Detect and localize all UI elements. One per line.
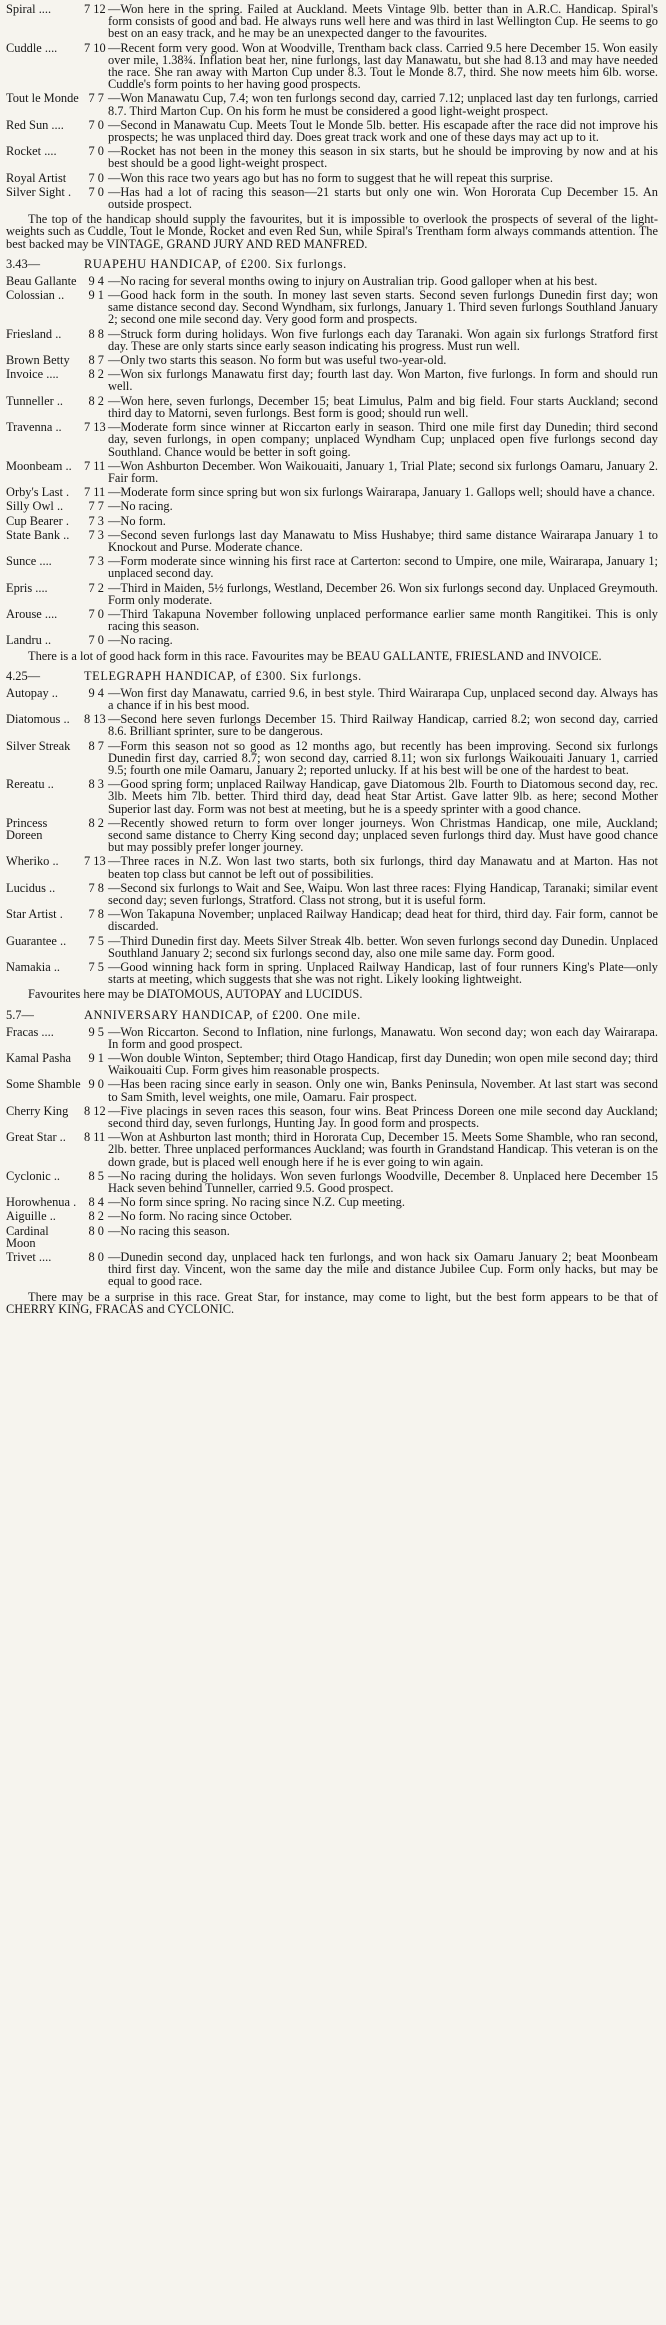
section-summary: The top of the handicap should supply the favourites, but it is impossible to overlook the prospects of several of the light-weights such as Cuddle, Tout le Monde, Rocket and even Red Sun, while Spiral's Trentham form always commands attention. The best backed may be VINTAGE, GRAND JURY AND RED MANFRED. <box>6 212 658 251</box>
horse-name: Fracas .... <box>6 1024 54 1039</box>
horse-weight: 9 4 <box>88 685 104 700</box>
horse-name: Beau Gallante <box>6 273 77 288</box>
horse-weight: 8 2 <box>88 393 104 408</box>
horse-entry <box>6 486 658 498</box>
horse-entry <box>6 740 658 777</box>
race-section-0 <box>6 3 658 250</box>
horse-weight: 7 0 <box>88 606 104 621</box>
horse-entry <box>6 817 658 854</box>
horse-name: Friesland .. <box>6 326 62 341</box>
race-section-2 <box>6 670 658 1001</box>
horse-weight: 8 4 <box>88 1195 104 1210</box>
horse-weight: 7 8 <box>88 907 104 922</box>
horse-comment: —Third Takapuna November following unplaced performance earlier same month Rangitikei. This is only racing this season. <box>108 606 658 634</box>
horse-entry <box>6 1052 658 1076</box>
horse-comment: —No form. <box>108 513 166 528</box>
race-section-3 <box>6 1009 658 1315</box>
horse-weight: 7 3 <box>88 554 104 569</box>
horse-comment: —Won first day Manawatu, carried 9.6, in best style. Third Wairarapa Cup, unplaced second day. Always has a chance if in his best mood. <box>108 685 658 712</box>
horse-name: Colossian .. <box>6 288 65 303</box>
horse-weight: 7 0 <box>88 117 104 132</box>
horse-weight: 9 0 <box>88 1077 104 1092</box>
horse-entry <box>6 1026 658 1050</box>
horse-comment: —No racing for several months owing to injury on Australian trip. Good galloper when at his best. <box>108 273 598 288</box>
horse-weight: 7 8 <box>88 880 104 895</box>
horse-name: Silver Sight . <box>6 184 72 199</box>
horse-comment: —Won at Ashburton last month; third in Hororata Cup, December 15. Meets Some Shamble, who ran second, 2lb. better. Three unplaced performances Auckland; was fourth in Grandstand Handicap. This veteran is on the down grade, but is placed well enough here if he is ever going to win again. <box>108 1130 658 1169</box>
horse-weight: 7 11 <box>84 458 106 473</box>
horse-name: Cardinal Moon <box>6 1223 49 1250</box>
horse-name: Sunce .... <box>6 554 52 569</box>
horse-weight: 9 5 <box>88 1024 104 1039</box>
race-section-1 <box>6 258 658 662</box>
section-summary: There may be a surprise in this race. Great Star, for instance, may come to light, but the best form appears to be that of CHERRY KING, FRACAS and CYCLONIC. <box>6 1289 658 1316</box>
horse-name: Red Sun .... <box>6 117 64 132</box>
horse-name: Moonbeam .. <box>6 458 72 473</box>
horse-comment: —Won six furlongs Manawatu first day; fourth last day. Won Marton, five furlongs. In form and should run well. <box>108 367 658 394</box>
horse-entry <box>6 186 658 210</box>
horse-entry <box>6 92 658 116</box>
horse-entry <box>6 275 658 287</box>
horse-entry <box>6 1170 658 1194</box>
horse-entry <box>6 3 658 40</box>
horse-entry <box>6 515 658 527</box>
race-title: ANNIVERSARY HANDICAP, of £200. One mile. <box>84 1007 361 1022</box>
horse-entry <box>6 421 658 458</box>
horse-entry <box>6 1105 658 1129</box>
horse-comment: —Second six furlongs to Wait and See, Waipu. Won last three races: Flying Handicap, Taranaki; similar event second day; seven furlongs, Stratford. Class not strong, but it is useful form. <box>108 880 658 907</box>
horse-comment: —Moderate form since winner at Riccarton early in season. Third one mile first day Dunedin; third second day, seven furlongs, in open company; unplaced Wyndham Cup; unplaced open five furlongs second day Southland. Chance would be better in soft going. <box>108 420 658 459</box>
race-header <box>6 670 658 683</box>
horse-comment: —Three races in N.Z. Won last two starts, both six furlongs, third day Manawatu and at Marton. Has not beaten top class but cannot be left out of possibilities. <box>108 854 658 881</box>
horse-entry <box>6 908 658 932</box>
horse-comment: —Third in Maiden, 5½ furlongs, Westland, December 26. Won six furlongs second day. Unplaced Greymouth. Form only moderate. <box>108 580 658 607</box>
horse-comment: —No form. No racing since October. <box>108 1209 293 1224</box>
horse-weight: 7 0 <box>88 633 104 648</box>
horse-comment: —No form since spring. No racing since N.Z. Cup meeting. <box>108 1195 405 1210</box>
horse-weight: 7 2 <box>88 580 104 595</box>
horse-comment: —Second seven furlongs last day Manawatu to Miss Hushabye; third same distance Wairarapa January 1 to Knockout and Purse. Moderate chance. <box>108 527 658 554</box>
horse-entry <box>6 687 658 711</box>
horse-name: Epris .... <box>6 580 48 595</box>
horse-name: Trivet .... <box>6 1250 52 1265</box>
horse-weight: 7 7 <box>88 91 104 106</box>
horse-name: Cyclonic .. <box>6 1168 61 1183</box>
horse-weight: 8 8 <box>88 326 104 341</box>
horse-weight: 7 0 <box>88 144 104 159</box>
horse-entry <box>6 1210 658 1222</box>
horse-weight: 8 11 <box>84 1130 106 1145</box>
race-time: 4.25— <box>6 668 41 683</box>
horse-entry <box>6 1196 658 1208</box>
horse-entry <box>6 1131 658 1168</box>
horse-comment: —No racing. <box>108 499 173 514</box>
horse-comment: —Recently showed return to form over longer journeys. Won Christmas Handicap, one mile, Auckland; second same distance to Cherry King second day; unplaced seven furlongs third day. Must have good chance but may possibly prefer longer journey. <box>108 815 658 855</box>
horse-comment: —Five placings in seven races this season, four wins. Beat Princess Doreen one mile second day Auckland; second third day, seven furlongs, Hunting Jay. In good form and prospects. <box>108 1103 658 1131</box>
horse-weight: 9 1 <box>88 288 104 303</box>
horse-weight: 7 12 <box>84 2 106 16</box>
horse-name: State Bank .. <box>6 527 70 542</box>
horse-entry <box>6 328 658 352</box>
horse-comment: —Good hack form in the south. In money last seven starts. Second seven furlongs Dunedin first day; won same distance second day. Second Wyndham, six furlongs, January 1. Third seven furlongs Southland January 2; second one mile second day. Very good form and prospects. <box>108 288 658 327</box>
horse-name: Arouse .... <box>6 606 58 621</box>
horse-entry <box>6 582 658 606</box>
horse-entry <box>6 778 658 815</box>
horse-name: Travenna .. <box>6 420 62 435</box>
horse-name: Cherry King <box>6 1103 69 1118</box>
horse-weight: 7 10 <box>84 40 106 55</box>
horse-comment: —Form this season not so good as 12 months ago, but recently has been improving. Second six furlongs Dunedin first day, carried 8.7; won second day, carried 8.11; won six furlongs Waikouaiti January 1, carried 9.5; fourth one mile Oamaru, January 2; reported unlucky. If at his best will be one of the hardest to beat. <box>108 738 658 777</box>
horse-name: Rocket .... <box>6 144 57 159</box>
horse-weight: 8 13 <box>84 712 106 727</box>
horse-name: Orby's Last . <box>6 485 70 500</box>
horse-weight: 8 3 <box>88 777 104 792</box>
horse-name: Cuddle .... <box>6 40 58 55</box>
horse-name: Rereatu .. <box>6 777 54 792</box>
section-summary: Favourites here may be DIATOMOUS, AUTOPAY and LUCIDUS. <box>28 987 363 1002</box>
horse-entry <box>6 145 658 169</box>
horse-weight: 7 13 <box>84 854 106 869</box>
horse-entry <box>6 634 658 646</box>
horse-comment: —Has had a lot of racing this season—21 starts but only one win. Won Hororata Cup December 15. An outside prospect. <box>108 184 658 212</box>
horse-name: Silver Streak <box>6 738 71 753</box>
horse-comment: —Second here seven furlongs December 15. Third Railway Handicap, carried 8.2; won second day, carried 8.6. Brilliant sprinter, sure to be dangerous. <box>108 712 658 739</box>
horse-weight: 7 11 <box>84 485 106 500</box>
horse-name: Autopay .. <box>6 685 58 700</box>
horse-comment: —No racing during the holidays. Won seven furlongs Woodville, December 8. Unplaced here December 15 Hack seven behind Tunneller, carried 9.5. Good prospect. <box>108 1168 658 1196</box>
race-header <box>6 1009 658 1022</box>
horse-entry <box>6 1251 658 1288</box>
horse-weight: 7 0 <box>88 184 104 199</box>
horse-name: Aiguille .. <box>6 1209 56 1224</box>
horse-weight: 7 0 <box>88 170 104 185</box>
horse-comment: —Won double Winton, September; third Otago Handicap, first day Dunedin; won open mile second day; third Waikouaiti Cup. Form gives him reasonable prospects. <box>108 1051 658 1078</box>
horse-entry <box>6 354 658 366</box>
horse-comment: —Won Riccarton. Second to Inflation, nine furlongs, Manawatu. Won second day; won each day Wairarapa. In form and good prospect. <box>108 1024 658 1051</box>
horse-name: Royal Artist <box>6 170 67 185</box>
horse-name: Cup Bearer . <box>6 513 69 528</box>
horse-entry <box>6 529 658 553</box>
horse-name: Guarantee .. <box>6 933 67 948</box>
horse-weight: 9 4 <box>88 273 104 288</box>
horse-name: Some Shamble <box>6 1077 81 1092</box>
horse-weight: 8 0 <box>88 1250 104 1265</box>
section-summary: There is a lot of good hack form in this race. Favourites may be BEAU GALLANTE, FRIESLAND and INVOICE. <box>28 648 602 663</box>
horse-name: Horowhenua . <box>6 1195 77 1210</box>
horse-weight: 7 3 <box>88 513 104 528</box>
horse-weight: 7 5 <box>88 933 104 948</box>
horse-comment: —Won this race two years ago but has no form to suggest that he will repeat this surprise. <box>108 170 553 185</box>
horse-weight: 8 7 <box>88 738 104 753</box>
horse-comment: —Has been racing since early in season. Only one win, Banks Peninsula, November. At last start was second to Sam Smith, level weights, one mile, Oamaru. Fair prospect. <box>108 1077 658 1104</box>
horse-weight: 7 7 <box>88 499 104 514</box>
horse-entry <box>6 882 658 906</box>
horse-entry <box>6 289 658 326</box>
race-header <box>6 258 658 271</box>
horse-entry <box>6 935 658 959</box>
horse-name: Tout le Monde <box>6 91 79 106</box>
horse-entry <box>6 855 658 879</box>
horse-entry <box>6 1078 658 1102</box>
horse-name: Tunneller .. <box>6 393 64 408</box>
horse-name: Wheriko .. <box>6 854 59 869</box>
horse-comment: —Form moderate since winning his first race at Carterton: second to Umpire, one mile, Wairarapa, January 1; unplaced second day. <box>108 554 658 581</box>
horse-name: Princess Doreen <box>6 815 48 842</box>
horse-comment: —Won Takapuna November; unplaced Railway Handicap; dead heat for third, third day. Fair form, cannot be discarded. <box>108 907 658 934</box>
horse-name: Landru .. <box>6 633 52 648</box>
horse-comment: —Won here in the spring. Failed at Auckland. Meets Vintage 9lb. better than in A.R.C. Handicap. Spiral's form consists of good and bad. He always runs well here and was third in last Wellington Cup. He seems to go best on an easy track, and he may be an unexpected danger to the favourites. <box>108 2 658 41</box>
horse-entry <box>6 713 658 737</box>
horse-comment: —Moderate form since spring but won six furlongs Wairarapa, January 1. Gallops well; should have a chance. <box>108 485 655 500</box>
horse-weight: 8 7 <box>88 353 104 368</box>
race-title: TELEGRAPH HANDICAP, of £300. Six furlongs. <box>84 668 362 683</box>
horse-entry <box>6 608 658 632</box>
horse-comment: —No racing this season. <box>108 1223 230 1238</box>
horse-weight: 8 2 <box>88 1209 104 1224</box>
horse-weight: 8 0 <box>88 1223 104 1238</box>
horse-name: Namakia .. <box>6 960 61 975</box>
horse-weight: 8 2 <box>88 815 104 830</box>
horse-entry <box>6 172 658 184</box>
horse-comment: —Second in Manawatu Cup. Meets Tout le Monde 5lb. better. His escapade after the race did not improve his prospects; he was unplaced third day. Does great track work and one of these days may act up to it. <box>108 117 658 145</box>
horse-comment: —Only two starts this season. No form but was useful two-year-old. <box>108 353 447 368</box>
horse-entry <box>6 119 658 143</box>
horse-name: Brown Betty <box>6 353 70 368</box>
horse-comment: —Good winning hack form in spring. Unplaced Railway Handicap, last of four runners King's Plate—only starts at meeting, which suggests that she was not right. Likely looking lightweight. <box>108 960 658 987</box>
horse-comment: —Recent form very good. Won at Woodville, Trentham back class. Carried 9.5 here December 15. Won easily over mile, 1.38¾. Inflation beat her, nine furlongs, last day Manawatu, but she had 8.13 and may have needed the race. She ran away with Marton Cup under 8.3. Tout le Monde 8.7, third. She now meets him 6lb. worse. Cuddle's form points to her having good prospects. <box>108 40 658 92</box>
horse-comment: —Won here, seven furlongs, December 15; beat Limulus, Palm and big field. Four starts Auckland; second third day to Matorni, seven furlongs. Best form is good; should run well. <box>108 393 658 420</box>
horse-comment: —Won Manawatu Cup, 7.4; won ten furlongs second day, carried 7.12; unplaced last day ten furlongs, carried 8.7. Third Marton Cup. On his form he must be considered a good light-weight prospect. <box>108 91 658 118</box>
horse-entry <box>6 961 658 985</box>
horse-entry <box>6 555 658 579</box>
horse-weight: 8 2 <box>88 367 104 382</box>
horse-weight: 8 5 <box>88 1168 104 1183</box>
horse-comment: —Dunedin second day, unplaced hack ten furlongs, and won hack six Oamaru January 2; beat Moonbeam third first day. Vincent, won the same day the mile and distance Jubilee Cup. Form only hacks, but may be equal to good race. <box>108 1250 658 1289</box>
horse-entry <box>6 42 658 91</box>
horse-comment: —Struck form during holidays. Won five furlongs each day Taranaki. Won again six furlongs Stratford first day. These are only starts since early season indicating his progress. Must run well. <box>108 326 658 353</box>
horse-name: Spiral .... <box>6 2 52 16</box>
horse-weight: 9 1 <box>88 1051 104 1066</box>
horse-comment: —Good spring form; unplaced Railway Handicap, gave Diatomous 2lb. Fourth to Diatomous second day, rec. 3lb. Meets him 7lb. better. Third third day, dead heat Star Artist. Gave latter 9lb. as here; second Mother Superior last day. Form was not best at meeting, but he is a speedy sprinter with a good chance. <box>108 777 658 816</box>
horse-weight: 8 12 <box>84 1103 106 1118</box>
horse-name: Great Star .. <box>6 1130 66 1145</box>
race-time: 5.7— <box>6 1007 34 1022</box>
horse-entry <box>6 500 658 512</box>
horse-entry <box>6 368 658 392</box>
horse-entry <box>6 460 658 484</box>
horse-weight: 7 3 <box>88 527 104 542</box>
horse-name: Star Artist . <box>6 907 63 922</box>
horse-name: Lucidus .. <box>6 880 56 895</box>
horse-entry <box>6 395 658 419</box>
horse-comment: —Rocket has not been in the money this season in six starts, but he should be improving by now and at his best should be a good light-weight prospect. <box>108 144 658 171</box>
race-title: RUAPEHU HANDICAP, of £200. Six furlongs. <box>84 256 347 271</box>
horse-name: Silly Owl .. <box>6 499 64 514</box>
horse-comment: —Third Dunedin first day. Meets Silver Streak 4lb. better. Won seven furlongs second day Dunedin. Unplaced Southland January 2; second six furlongs second day, also one mile same day. Form good. <box>108 933 658 960</box>
horse-name: Kamal Pasha <box>6 1051 72 1066</box>
horse-weight: 7 5 <box>88 960 104 975</box>
horse-comment: —Won Ashburton December. Won Waikouaiti, January 1, Trial Plate; second six furlongs Oamaru, January 2. Fair form. <box>108 458 658 485</box>
horse-name: Diatomous .. <box>6 712 70 727</box>
horse-entry <box>6 1225 658 1249</box>
horse-comment: —No racing. <box>108 633 173 648</box>
horse-name: Invoice .... <box>6 367 59 382</box>
horse-weight: 7 13 <box>84 420 106 435</box>
race-time: 3.43— <box>6 256 41 271</box>
